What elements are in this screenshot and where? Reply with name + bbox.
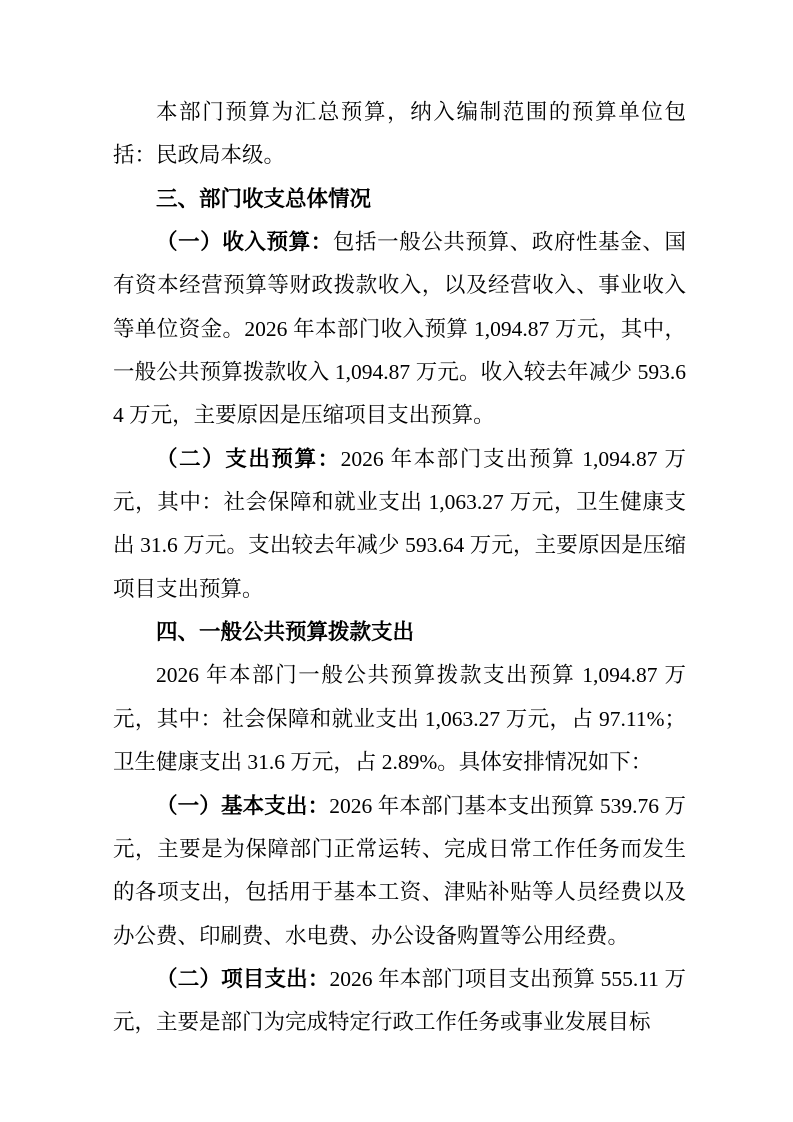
paragraph — [113, 221, 686, 438]
bold-text-run: （一）基本支出： — [156, 793, 330, 818]
paragraph — [113, 958, 686, 1045]
paragraph — [113, 91, 686, 178]
bold-text-run: 三、部门收支总体情况 — [156, 186, 372, 211]
paragraph — [113, 785, 686, 958]
bold-text-run: （一）收入预算： — [156, 230, 333, 255]
bold-text-run: （二）支出预算： — [156, 446, 341, 471]
section-heading — [113, 178, 686, 221]
text-run: 包括一般公共预算、政府性基金、国有资本经营预算等财政拨款收入，以及经营收入、事业收入等单位资金。2026 年本部门收入预算 1,094.87 万元，其中，一般公共预算拨款收入 1,094.87 万元。收入较去年减少 593.64 万元，主要原因是压缩项目支出预算。 — [113, 230, 686, 428]
section-heading — [113, 611, 686, 654]
bold-text-run: 四、一般公共预算拨款支出 — [156, 620, 415, 645]
paragraph — [113, 654, 686, 784]
text-run: 2026 年本部门支出预算 1,094.87 万元，其中：社会保障和就业支出 1,063.27 万元，卫生健康支出 31.6 万元。支出较去年减少 593.64 万元，主要原因是压缩项目支出预算。 — [113, 446, 686, 601]
text-run: 2026 年本部门基本支出预算 539.76 万元，主要是为保障部门正常运转、完成日常工作任务而发生的各项支出，包括用于基本工资、津贴补贴等人员经费以及办公费、印刷费、水电费、办公设备购置等公用经费。 — [113, 793, 686, 948]
text-run: 本部门预算为汇总预算，纳入编制范围的预算单位包括：民政局本级。 — [113, 100, 686, 168]
document-body — [113, 91, 686, 1045]
text-run: 2026 年本部门项目支出预算 555.11 万元，主要是部门为完成特定行政工作任务或事业发展目标 — [113, 966, 686, 1035]
text-run: 2026 年本部门一般公共预算拨款支出预算 1,094.87 万元，其中：社会保障和就业支出 1,063.27 万元，占 97.11%；卫生健康支出 31.6 万元，占 2.89%。具体安排情况如下： — [113, 663, 686, 775]
paragraph — [113, 438, 686, 611]
bold-text-run: （二）项目支出： — [156, 966, 330, 991]
